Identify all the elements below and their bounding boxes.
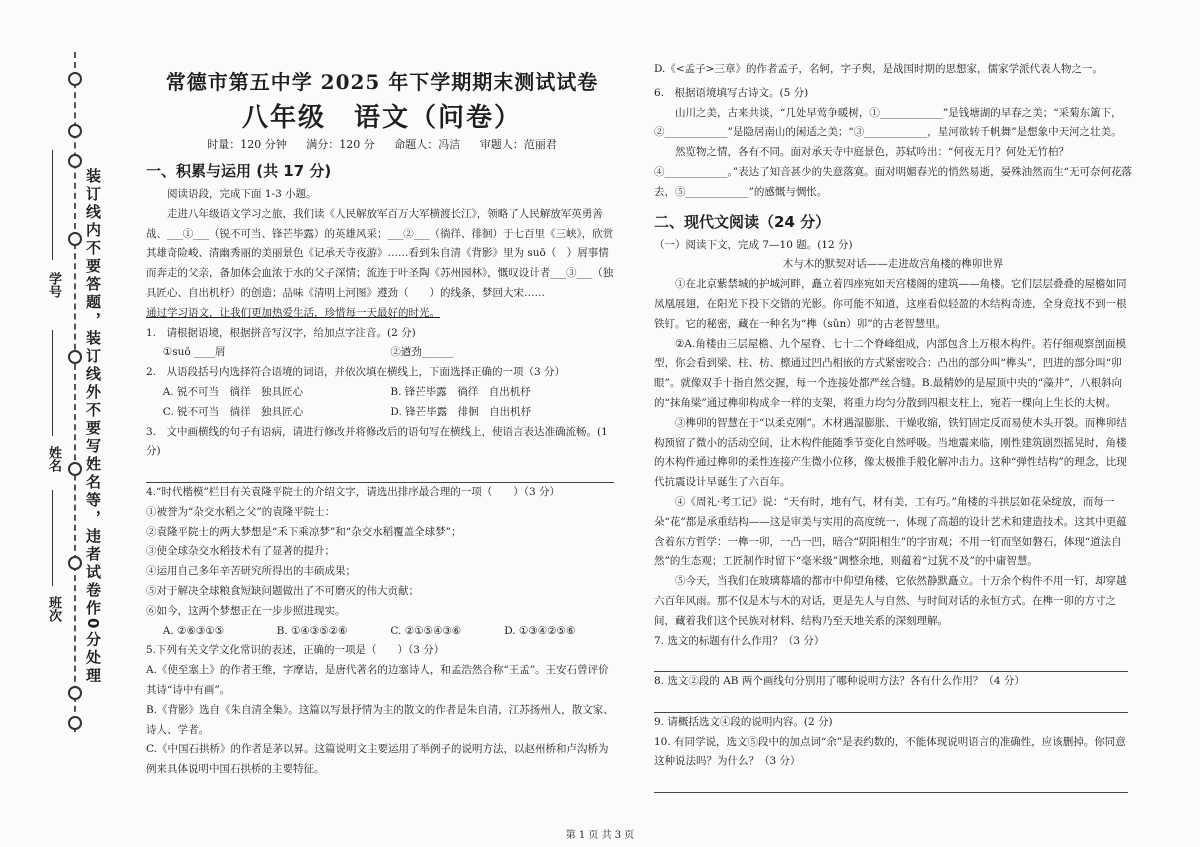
subsection-heading: （一）阅读下文，完成 7—10 题。(12 分) [654,238,853,251]
question-8: 8. 选文②段的 AB 两个画线句分别用了哪种说明方法？各有什么作用？（4 分） [654,675,1025,688]
article-paragraph: ②A.角楼由三层屋檐、九个屋脊、七十二个脊峰组成，内部包含上万根木构件。若仔细观察剖面模型，你会看到梁、柱、枋、檩通过凹凸相嵌的方式紧密咬合：凸出的部分叫“榫头”，凹进的部分叫“卯眼”。就像双手十指自然交握，每一个连接处都严丝合缝。B.最精妙的是屋顶中央的“藻井”，八根斜向的“抹角梁”通过榫卯构成伞一样的支架，将重力均匀分散到四根支柱上，宛若一棵向上生长的大树。 [654,337,1126,409]
binding-warning: 装订线内不要答题，装订线外不要写姓名等，违者试卷作0分处理 [84,168,102,686]
left-column [146,56,618,780]
binding-hole-icon [68,556,82,570]
binding-hole-icon [68,686,82,700]
question-7: 7. 选文的标题有什么作用？（3 分） [654,634,825,647]
binding-margin [0,0,120,847]
option-a: A.《使至塞上》的作者王维，字摩诘，是唐代著名的边塞诗人，和孟浩然合称“王孟”。王安石曾评价其诗“诗中有画”。 [146,664,609,696]
binding-hole-icon [68,232,82,246]
question-6: 6. 根据语境填写古诗文。(5 分) [654,86,809,99]
article-paragraph: ③榫卯的智慧在于“以柔克刚”。木材遇湿膨胀、干燥收缩，铁钉固定反而易使木头开裂。而榫卯结构预留了微小的活动空间，让木构件能随季节变化自然呼吸。当地震来临，刚性建筑剧烈摇晃时，角楼的木构件通过榫卯的柔性连接产生微小位移，像太极推手般化解冲击力。这种“弹性结构”的理念，比现代抗震设计早诞生了六百年。 [654,416,1127,489]
question-2-options: C. 锐不可当 徜徉 独具匠心 D. 锋芒毕露 徘徊 自出机杼 [162,405,532,418]
question-4-options: A. ②⑥③①⑤ B. ①④③⑤②⑥ C. ②①⑤④③⑥ D. ①③④②⑤⑥ [162,624,576,637]
article-paragraph: ⑤今天，当我们在玻璃幕墙的都市中仰望角楼，它依然静默矗立。十万余个构件不用一钉，却穿越六百年风雨。那不仅是木与木的对话，更是先人与自然、与时间对话的永恒方式。在榫一卯的方寸之间，藏着我们这个民族对材料、结构乃至天地关系的深刻理解。 [654,575,1127,627]
field-line [52,490,53,586]
binding-hole-icon [68,72,82,86]
list-item: ⑥如今，这两个梦想正在一步步照进现实。 [146,604,346,617]
binding-hole-icon [68,154,82,168]
answer-line[interactable] [654,692,1128,713]
instruction: 阅读语段，完成下面 1-3 小题。 [167,188,317,200]
section-heading: 一、积累与运用 (共 17 分) [146,162,332,180]
exam-title: 常德市第五中学 2025 年下学期期末测试试卷 [165,70,599,94]
list-item: ⑤对于解决全球粮食短缺问题做出了不可磨灭的伟大贡献； [146,584,419,597]
article-title: 木与木的默契对话——走进故宫角楼的榫卯世界 [782,258,1004,271]
question-2-options: A. 锐不可当 徜徉 独具匠心 B. 锋芒毕露 徜徉 自出机杼 [162,385,531,398]
question-1-parts: ①suō ____屑 ②遒劲______ [162,346,454,359]
binding-hole-icon [68,462,82,476]
answer-line[interactable] [654,772,1128,793]
list-item: ③使全球杂交水稻技术有了显著的提升； [146,545,335,558]
list-item: ①被誉为“杂交水稻之父”的袁隆平院士： [146,505,336,518]
section-heading: 二、现代文阅读（24 分） [654,212,831,231]
right-column [654,60,1132,793]
question-6-text: 山川之美，古来共谈，“几处早莺争暖树，①____________”是钱塘湖的早春之美；“采菊东篱下，②____________”是隐居南山的闲适之美；“③____________，星河欲转千帆舞”是想象中天河之壮美。 [654,106,1122,139]
option-c: C.《中国石拱桥》的作者是茅以昇。这篇说明文主要运用了举例子的说明方法，以赵州桥和卢沟桥为例来具体说明中国石拱桥的主要特征。 [146,743,609,776]
question-5: 5.下列有关文学文化常识的表述，正确的一项是（ ）（3 分） [146,644,445,657]
question-10: 10. 有同学说，选文⑤段中的加点词“余”是表约数的，不能体现说明语言的准确性，应该删掉。你同意这种说法吗？为什么？（3 分） [654,735,1126,768]
answer-line[interactable] [146,462,614,483]
question-2: 2. 从语段括号内选择符合语境的词语，并依次填在横线上，下面选择正确的一项（3 分） [146,366,566,379]
question-9: 9. 请概括选文④段的说明内容。(2 分) [654,715,833,728]
exam-subtitle: 八年级 语文（问卷） [241,103,522,133]
option-d: D.《<孟子>三章》的作者孟子，名轲，字子舆，是战国时期的思想家，儒家学派代表人物之一。 [654,63,1103,75]
exam-meta: 时量：120 分钟 满分：120 分 命题人：冯洁 审题人：范丽君 [207,138,557,151]
article-paragraph: ④《周礼·考工记》说：“天有时，地有气，材有美，工有巧。”角楼的斗拱层如花朵绽放，而每一朵“花”都是承重结构——这是审美与实用的高度统一，体现了高超的设计艺术和建造技术。这其中更蕴含着东方哲学：一榫一卯，一凸一凹，暗合“阴阳相生”的宇宙观；不用一钉而坚如磐石，体现“道法自然”的生态观；工匠制作时留下“毫米级”调整余地，则蕴着“过犹不及”的中庸智慧。 [654,495,1127,568]
page-footer: 第 1 页 共 3 页 [565,830,635,841]
list-item: ②袁隆平院士的两大梦想是“禾下乘凉梦”和“杂交水稻覆盖全球梦”； [146,525,462,538]
field-line [52,150,53,260]
question-1: 1. 请根据语境，根据拼音写汉字，给加点字注音。(2 分) [146,326,416,339]
underlined-sentence: 通过学习语文，让我们更加热爱生活，珍惜每一天最好的时光。 [146,306,440,319]
answer-line[interactable] [654,651,1128,672]
field-student-number: 学号 [46,272,61,298]
option-b: B.《背影》选自《朱自清全集》。这篇以写景抒情为主的散文的作者是朱自清，江苏扬州人，散文家、诗人、学者。 [146,703,614,736]
field-student-name: 姓名 [46,446,61,472]
field-class: 班次 [46,596,61,622]
question-6-text: 然览物之情，各有不同。面对承天寺中庭景色，苏轼吟出：“何夜无月？何处无竹柏？④____________。”表达了知音甚少的失意落寞。面对明媚春光的悄然易逝，晏殊油然而生“无可奈何花落去，⑤____________”的感慨与惆怅。 [654,146,1132,198]
question-4: 4.“时代楷模”栏目有关袁隆平院士的介绍文字，请选出排序最合理的一项（ ）（3 分） [146,485,561,498]
field-line [52,330,53,436]
binding-hole-icon [68,716,82,730]
article-paragraph: ①在北京紫禁城的护城河畔，矗立着四座宛如天宫楼阁的建筑——角楼。它们层层叠叠的屋檐如同凤凰展翅，在阳光下投下交错的光影。你可能不知道，这座看似轻盈的木结构奇迹，全身竟找不到一根铁钉。它的秘密，藏在一种名为“榫（sǔn）卯”的古老智慧里。 [654,278,1127,330]
binding-hole-icon [68,350,82,364]
binding-hole-icon [68,124,82,138]
passage-paragraph: 走进八年级语文学习之旅，我们读《人民解放军百万大军横渡长江》，领略了人民解放军英勇善战、___①___（锐不可当、锋芒毕露）的英雄风采；___②___（徜徉、徘徊）于七百里《三峡》，欣赏其雄奇险峻、清幽秀丽的美丽景色《记承天寺夜游》……看到朱自清《背影》里为 suō（ ）屑事情而奔走的父亲，备加体会血浓于水的父子深情；流连于叶圣陶《苏州园林》，慨叹设计者___③___（独具匠心、自出机杼）的创造；品味《清明上河图》遵劲（ ）的线条，梦回大宋…… [146,207,614,299]
list-item: ④运用自己多年辛苦研究所得出的丰硕成果； [146,565,356,578]
question-3: 3. 文中画横线的句子有语病，请进行修改并将修改后的语句写在横线上，使语言表达准确流畅。(1 分) [146,425,608,458]
